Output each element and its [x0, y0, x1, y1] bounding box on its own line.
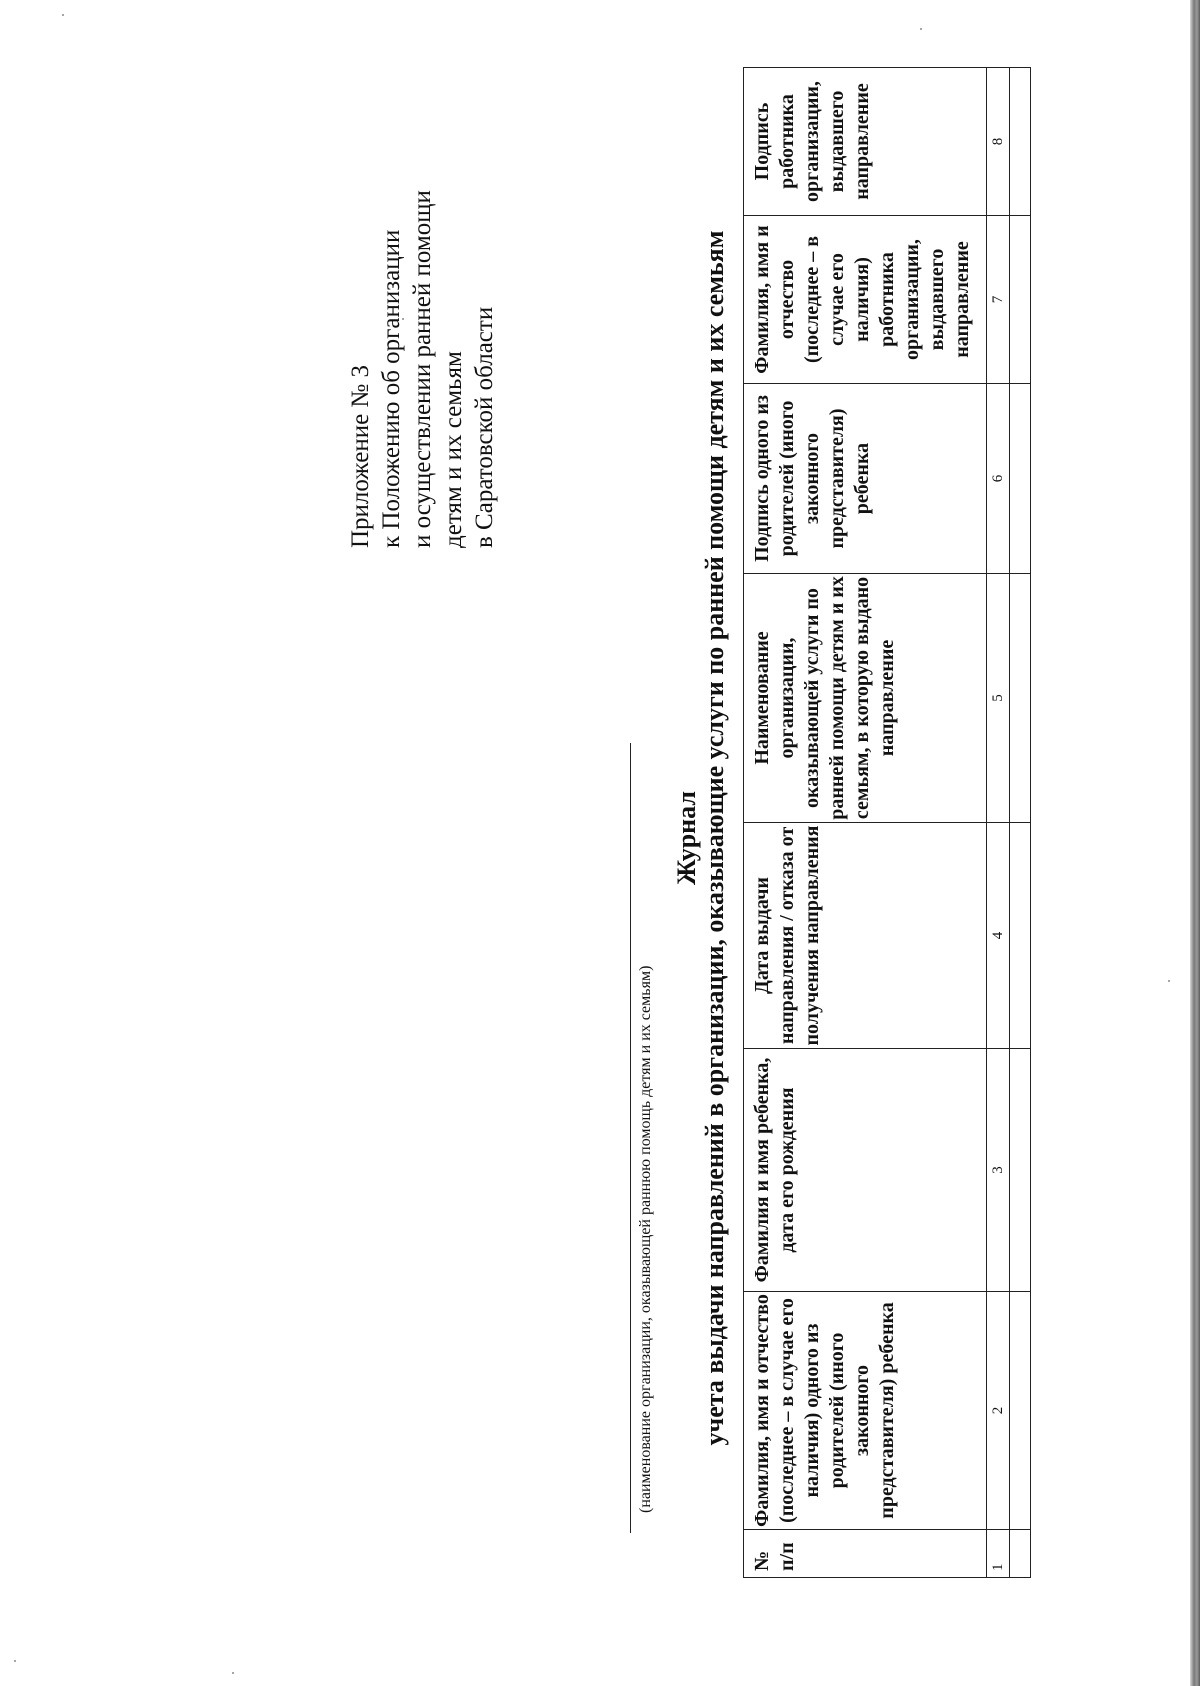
- empty-cell: [1010, 1049, 1031, 1292]
- appendix-line: детям и их семьям: [440, 351, 467, 548]
- appendix-line: и осуществлении ранней помощи: [409, 190, 436, 548]
- column-number: 7: [987, 216, 1010, 384]
- table-header-row: [744, 68, 987, 1578]
- appendix-block: [345, 190, 500, 548]
- column-number: 3: [987, 1049, 1010, 1292]
- header-cell: Фамилия, имя и отчество (последнее – в случае его наличия) одного из родителей (иного законного представителя) ребенка: [744, 1292, 987, 1530]
- header-cell: Фамилия, имя и отчество (последнее – в случае его наличия) работника организации, выдавшего направление: [744, 216, 987, 384]
- rotated-page: [150, 43, 1050, 1643]
- journal-subtitle: учета выдачи направлений в организации, оказывающие услуги по ранней помощи детям и их семьям: [700, 230, 729, 1446]
- scanner-edge: [1190, 0, 1200, 1686]
- column-number: 6: [987, 384, 1010, 574]
- header-cell: Подпись одного из родителей (иного законного представителя) ребенка: [744, 384, 987, 574]
- empty-cell: [1010, 1530, 1031, 1578]
- column-number-row: [987, 68, 1010, 1578]
- header-cell: Дата выдачи направления / отказа от получения направления: [744, 823, 987, 1049]
- column-number: 8: [987, 68, 1010, 216]
- appendix-line: в Саратовской области: [471, 306, 498, 548]
- empty-cell: [1010, 823, 1031, 1049]
- header-cell: Наименование организации, оказывающей услуги по ранней помощи детям и их семьям, в которую выдано направление: [744, 574, 987, 823]
- journal-title: Журнал: [672, 791, 701, 885]
- header-cell: Фамилия и имя ребенка, дата его рождения: [744, 1049, 987, 1292]
- scan-speck: [232, 1672, 234, 1674]
- header-cell: Подпись работника организации, выдавшего направление: [744, 68, 987, 216]
- empty-cell: [1010, 216, 1031, 384]
- empty-cell: [1010, 574, 1031, 823]
- header-cell: № п/п: [744, 1530, 987, 1578]
- empty-cell: [1010, 384, 1031, 574]
- column-number: 1: [987, 1530, 1010, 1578]
- appendix-line: Приложение № 3: [347, 364, 374, 548]
- column-number: 4: [987, 823, 1010, 1049]
- organization-name-line: [630, 743, 631, 1533]
- scan-speck: [1168, 980, 1170, 982]
- column-number: 2: [987, 1292, 1010, 1530]
- organization-caption: (наименование организации, оказывающей раннюю помощь детям и их семьям): [637, 965, 654, 1513]
- scan-speck: [62, 14, 64, 16]
- journal-table: [743, 67, 1031, 1578]
- empty-cell: [1010, 1292, 1031, 1530]
- empty-cell: [1010, 68, 1031, 216]
- column-number: 5: [987, 574, 1010, 823]
- appendix-line: к Положению об организации: [378, 229, 405, 548]
- scan-speck: [920, 28, 922, 30]
- scan-speck: [14, 1660, 16, 1662]
- table-row: [1010, 68, 1031, 1578]
